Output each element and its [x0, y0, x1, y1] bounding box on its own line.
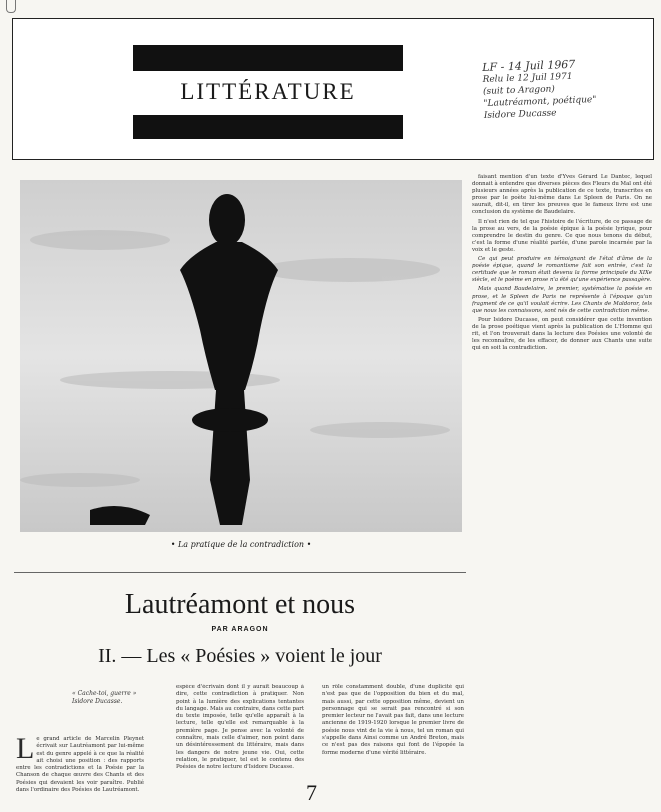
photo-caption: • La pratique de la contradiction • — [170, 540, 312, 549]
handwritten-line: (suit to Aragon) — [482, 84, 556, 97]
body-text: e grand article de Marcelin Pleynet écrivait sur Lautréamont par lui-même est du genre appelé à ce que la réalité ait choisi une position : des rapports entre les contradictions et la Poésie par la Chanson de chaque œuvre des Chants et des Poésies qui devaient les voir paraître. Publié dans l'ordinaire des Poésies de Lautréamont. — [16, 736, 144, 794]
handwritten-line: LF - 14 Juil 1967 — [481, 57, 576, 74]
paragraph: Il n'est rien de tel que l'histoire de l'écriture, de ce passage de la prose au vers, de la poésie épique à la poésie lyrique, pour comprendre le destin du genre. Ce que nous tenons du début, c'est la forme d'une réalité parlée, d'une parole incarnée par la voix et le geste. — [472, 218, 652, 253]
handwritten-line: Isidore Ducasse — [483, 108, 557, 121]
banner-bar-bottom — [133, 115, 403, 139]
right-column — [472, 174, 652, 804]
banner-bar-top — [133, 45, 403, 71]
body-text: un rôle constamment double, d'une duplicité qui n'est pas que de l'opposition du bien et du mal, mais aussi, par cette opposition même, devient un personnage qui se serait pas rencontré si son premier lecteur ne l'avait pas fait, dans une lecture ancienne de 1919-1920 lorsque le premier livre de poésie nous vint de la vie à nous, tel un roman qui s'appelle dans Ainsi comme un André Breton, mais ce n'est pas des raisons qui font de l'épopée la forme moderne d'une vérité littéraire. — [322, 684, 464, 756]
article-byline: PAR ARAGON — [211, 626, 269, 633]
paragraph: Mais quand Baudelaire, le premier, systématise la poésie en prose, et le Spleen de Paris ne représente à l'époque qu'un fragment de ce qu'il voulait écrire. Les Chants de Maldoror, tels que nous les connaissons, sont nés de cette contradiction même. — [472, 286, 652, 314]
section-title: LITTÉRATURE — [180, 79, 356, 104]
paragraph: Ce qui peut produire en témoignant de l'état d'âme de la poésie épique, quand le romantisme fait son entrée, c'est la certitude que le roman était devenu la forme principale du XIXe siècle, et le poème en prose n'a été qu'une expérience passagère. — [472, 256, 652, 284]
sculpture-photo — [20, 180, 462, 532]
article-subtitle: II. — Les « Poésies » voient le jour — [98, 645, 382, 667]
body-column-3 — [322, 684, 464, 812]
body-column-1 — [16, 736, 144, 812]
section-banner — [12, 18, 654, 160]
handwritten-note — [482, 56, 654, 122]
handwritten-line: Relu le 12 Juil 1971 — [482, 71, 573, 85]
figure-numeral: 7 — [306, 780, 317, 805]
pin-mark — [6, 0, 16, 13]
article-title: Lautréamont et nous — [124, 589, 356, 620]
body-column-2 — [176, 684, 304, 812]
handwritten-line: "Lautréamont, poétique" — [483, 95, 597, 109]
epigraph: « Cache-toi, guerre » Isidore Ducasse. — [72, 690, 137, 705]
drop-cap: L — [16, 736, 35, 765]
paragraph: Pour Isidore Ducasse, on peut considérer que cette invention de la prose poétique vient après la publication de L'Homme qui rit, et l'on trouverait dans la lecture des Poésies une volonté de les reconnaître, de les effacer, de donner aux Chants une suite qui en soit la contradiction. — [472, 316, 652, 352]
paragraph: faisant mention d'un texte d'Yves Gérard Le Dantec, lequel donnait à entendre que diverses pièces des Fleurs du Mal ont été plusieurs années après la publication de ce texte, transcrites en prose par le poète lui-même dans Le Spleen de Paris. On ne saurait, dit-il, en tirer les preuves que le fameux livre est une conclusion du système de Baudelaire. — [472, 174, 652, 216]
divider-rule — [14, 572, 466, 573]
body-text: espèce d'écrivain dont il y aurait beaucoup à dire, cette contradiction à pratiquer. Non point à la lumière des explications tentantes du langage. Mais au contraire, dans cette part du texte imposée, telle qu'elle apparaît à la lecture, telle qu'elle est remarquable à la première page. Je pense avec la volonté de connaître, mais celle d'aimer, non point dans un désintéressement du littéraire, mais dans les dangers de notre jeune vie. Oui, cette relation, le pratiquer, tel est le contenu des Poésies de notre lecture d'Isidore Ducasse. — [176, 684, 304, 771]
